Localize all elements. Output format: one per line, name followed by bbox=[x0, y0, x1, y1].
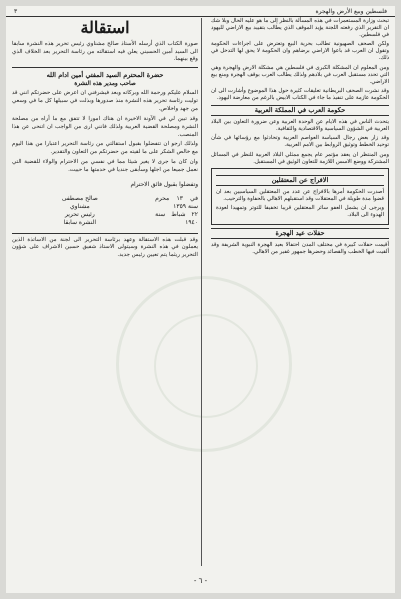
article-paragraph: وقد زار بعض رجال السياسة العواصم العربية وتحادثوا مع رؤسائها في شأن توحيد الخطط وتوثيق الروابط بين الامم العربية. bbox=[211, 135, 389, 149]
page-number: - ٦ - bbox=[193, 577, 208, 585]
section-title: فلسطين وبيع الأرض والهجرة bbox=[315, 7, 387, 15]
newspaper-page bbox=[6, 6, 395, 593]
article-title: استقالة bbox=[80, 18, 130, 37]
section-heading: حكومة العرب في المملكة العربية bbox=[211, 105, 389, 116]
signature-date bbox=[109, 195, 198, 227]
header-mark: ٣ bbox=[14, 7, 18, 15]
right-column bbox=[211, 18, 389, 566]
top-header-bar bbox=[6, 6, 395, 17]
signer-name: صالح مصطفى مشناوي bbox=[61, 195, 98, 211]
date-gregorian: ٢٢ شباط سنة ١٩٤٠ bbox=[155, 211, 198, 227]
letter-paragraph: ولذلك ارجو ان تتفضلوا بقبول استقالتي من رئاسة التحرير اعتبارا من هذا اليوم مع خالص الشكر على ما لقيته من حضرتكم من التعاون والتقدير. bbox=[12, 141, 198, 156]
boxed-heading: الافراج عن المعتقلين bbox=[216, 175, 384, 186]
salutation-subtitle: صاحب ومدير هذه النشرة bbox=[74, 80, 136, 87]
article-paragraph: ومن المنتظر ان يعقد مؤتمر عام يجمع ممثلي البلاد العربية للنظر في المسائل المشتركة ووضع الاسس اللازمة للتعاون الوثيق في المستقبل. bbox=[211, 151, 389, 165]
article-paragraph: وقد نشرت الصحف البريطانية تعليقات كثيرة حول هذا الموضوع وأشارت الى ان الحكومة عازمة على تنفيذ ما جاء في الكتاب الابيض بالرغم من معارضة اليهود. bbox=[211, 87, 389, 101]
date-hijri: في ١٣ محرم سنة ١٣٥٩ bbox=[155, 195, 198, 211]
column-divider bbox=[201, 18, 202, 566]
editorial-note: وقد قبلت هذه الاستقالة وعهد برئاسة التحرير الى لجنة من الاساتذة الذين يعملون في هذه النشرة وسيتولى الاستاذ شفيق حسين الاشراف على شؤون التحرير ريثما يتم تعيين رئيس جديد. bbox=[12, 233, 198, 259]
signature-name-block bbox=[12, 195, 101, 227]
footer-heading: حفلات عيد الهجرة bbox=[211, 228, 389, 239]
signer-title: رئيس تحرير النشرة سابقا bbox=[63, 211, 97, 227]
letter-body bbox=[12, 90, 198, 175]
salutation: حضرة المحترم السيد المفتي أمين ادام الله bbox=[46, 70, 164, 79]
article-paragraph: ومن المعلوم ان المشكلة الكبرى في فلسطين هي مشكلة الارض والهجرة وهي التي تحدد مستقبل العرب في بلادهم ولذلك يطالب العرب بوقف الهجرة ومنع بيع الاراضي. bbox=[211, 64, 389, 85]
letter-paragraph: وقد تبين لي في الآونة الاخيرة ان هناك امورا لا تتفق مع ما أراه من مصلحة النشرة ومصلحة القضية العربية ولذلك فانني ارى من الواجب ان اتنحى عن هذا المنصب. bbox=[12, 115, 198, 138]
article-paragraph: يتحدث الناس في هذه الايام عن الوحدة العربية وعن ضرورة التعاون بين البلاد العربية في الشؤون السياسية والاقتصادية والثقافية. bbox=[211, 119, 389, 133]
left-column bbox=[12, 18, 198, 566]
letter-paragraph: وان كان ما جرى لا يغير شيئا مما في نفسي من الاحترام والولاء للقضية التي نعمل جميعا من اجلها وسأبقى جنديا في خدمتها ما حييت. bbox=[12, 159, 198, 174]
article-paragraph: أصدرت الحكومة أمرها بالافراج عن عدد من المعتقلين السياسيين بعد ان قضوا مدة طويلة في المعتقلات وقد استقبلهم الاهالي بالحفاوة والترحيب. bbox=[216, 188, 384, 202]
signature-block bbox=[12, 195, 198, 227]
article-paragraph: أقيمت حفلات كبيرة في مختلف المدن احتفالا بعيد الهجرة النبوية الشريفة وقد ألقيت فيها الخطب والقصائد وحضرها جمهور غفير من الاهالي. bbox=[211, 242, 389, 256]
article-paragraph: ولكن الصحف الصهيونية تطالب بحرية البيع وتعترض على اجراءات الحكومة وتقول ان العرب قد باعوا الاراضي برضاهم وان الحكومة لا يحق لها التدخل في ذلك. bbox=[211, 41, 389, 62]
letter-paragraph: السلام عليكم ورحمة الله وبركاته وبعد فيشرفني ان اعرض على حضرتكم انني قد توليت رئاسة تحرير هذه النشرة منذ صدورها وبذلت في سبيلها كل ما في وسعي من جهد واخلاص. bbox=[12, 89, 198, 112]
letter-closing: وتفضلوا بقبول فائق الاحترام bbox=[130, 182, 198, 189]
article-paragraph: تبحث وزارة المستعمرات في هذه المسألة بالنظر إلى ما هو عليه الحال وبلا شك ان التقرير الذي رفعته اللجنة يؤيد الموقف الذي يطالب بتقييد بيع الاراضي لليهود في فلسطين. bbox=[211, 18, 389, 39]
article-paragraph: ويرجى ان يشمل العفو سائر المعتقلين قريبا تخفيفا للتوتر وتمهيدا لعودة الهدوء الى البلاد. bbox=[216, 204, 384, 219]
article-intro: صورة الكتاب الذي أرسله الأستاذ صالح مشناوي رئيس تحرير هذه النشرة سابقا الى السيد أمين الحسيني يعلن فيه استقالته من رئاسة التحرير بعد الخلاف الذي وقع بينهما. bbox=[12, 41, 198, 68]
boxed-article bbox=[211, 168, 389, 225]
